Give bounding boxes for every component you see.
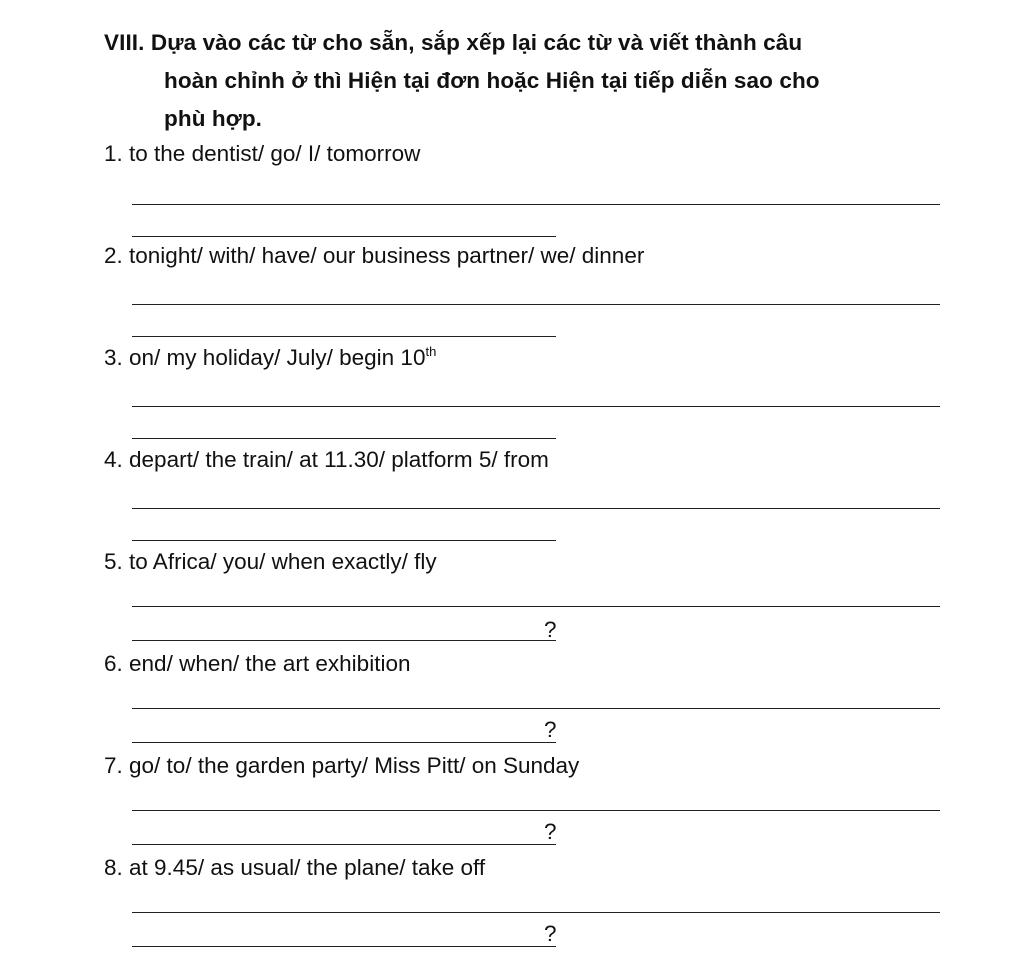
answer-line-1[interactable] (132, 204, 940, 205)
exercise-item-1 (104, 140, 964, 168)
answer-line-1[interactable] (132, 406, 940, 407)
item-prompt: to the dentist/ go/ I/ tomorrow (129, 141, 421, 166)
exercise-item-5 (104, 548, 964, 642)
item-prompt: on/ my holiday/ July/ begin 10 (129, 345, 426, 370)
item-number: 2. (104, 243, 123, 268)
answer-line-1[interactable] (132, 912, 940, 913)
item-number: 3. (104, 345, 123, 370)
heading-line-1: VIII. Dựa vào các từ cho sẵn, sắp xếp lại các từ và viết thành câu (104, 30, 803, 55)
heading-line-2: hoàn chỉnh ở thì Hiện tại đơn hoặc Hiện tại tiếp diễn sao cho (164, 68, 820, 93)
answer-line-2[interactable] (132, 540, 556, 541)
heading-line-3: phù hợp. (164, 106, 263, 131)
answer-line-2[interactable] (132, 438, 556, 439)
item-number: 4. (104, 447, 123, 472)
exercise-item-8 (104, 854, 964, 946)
exercise-item-3 (104, 344, 964, 372)
exercise-item-2 (104, 242, 964, 270)
item-number: 1. (104, 141, 123, 166)
answer-line-1[interactable] (132, 810, 940, 811)
item-number: 8. (104, 855, 123, 880)
question-mark: ? (544, 717, 557, 742)
answer-line-2[interactable] (132, 844, 556, 845)
answer-line-2[interactable] (132, 946, 556, 947)
answer-line-1[interactable] (132, 606, 940, 607)
answer-line-1[interactable] (132, 708, 940, 709)
answer-line-2[interactable] (132, 640, 556, 641)
question-mark: ? (544, 921, 557, 946)
answer-line-2[interactable] (132, 236, 556, 237)
answer-line-2[interactable] (132, 742, 556, 743)
item-prompt: tonight/ with/ have/ our business partner/ we/ dinner (129, 243, 645, 268)
question-mark: ? (544, 617, 557, 642)
item-prompt: depart/ the train/ at 11.30/ platform 5/ from (129, 447, 549, 472)
item-prompt: end/ when/ the art exhibition (129, 651, 411, 676)
item-number: 6. (104, 651, 123, 676)
exercise-item-4 (104, 446, 964, 474)
exercise-item-6 (104, 650, 964, 742)
answer-line-1[interactable] (132, 304, 940, 305)
answer-line-2[interactable] (132, 336, 556, 337)
answer-line-1[interactable] (132, 508, 940, 509)
item-number: 5. (104, 549, 123, 574)
item-prompt: to Africa/ you/ when exactly/ fly (129, 549, 437, 574)
exercise-heading (104, 24, 984, 138)
item-number: 7. (104, 753, 123, 778)
ordinal-suffix: th (425, 344, 437, 359)
exercise-item-7 (104, 752, 964, 844)
question-mark: ? (544, 819, 557, 844)
item-prompt: at 9.45/ as usual/ the plane/ take off (129, 855, 486, 880)
item-prompt: go/ to/ the garden party/ Miss Pitt/ on Sunday (129, 753, 580, 778)
